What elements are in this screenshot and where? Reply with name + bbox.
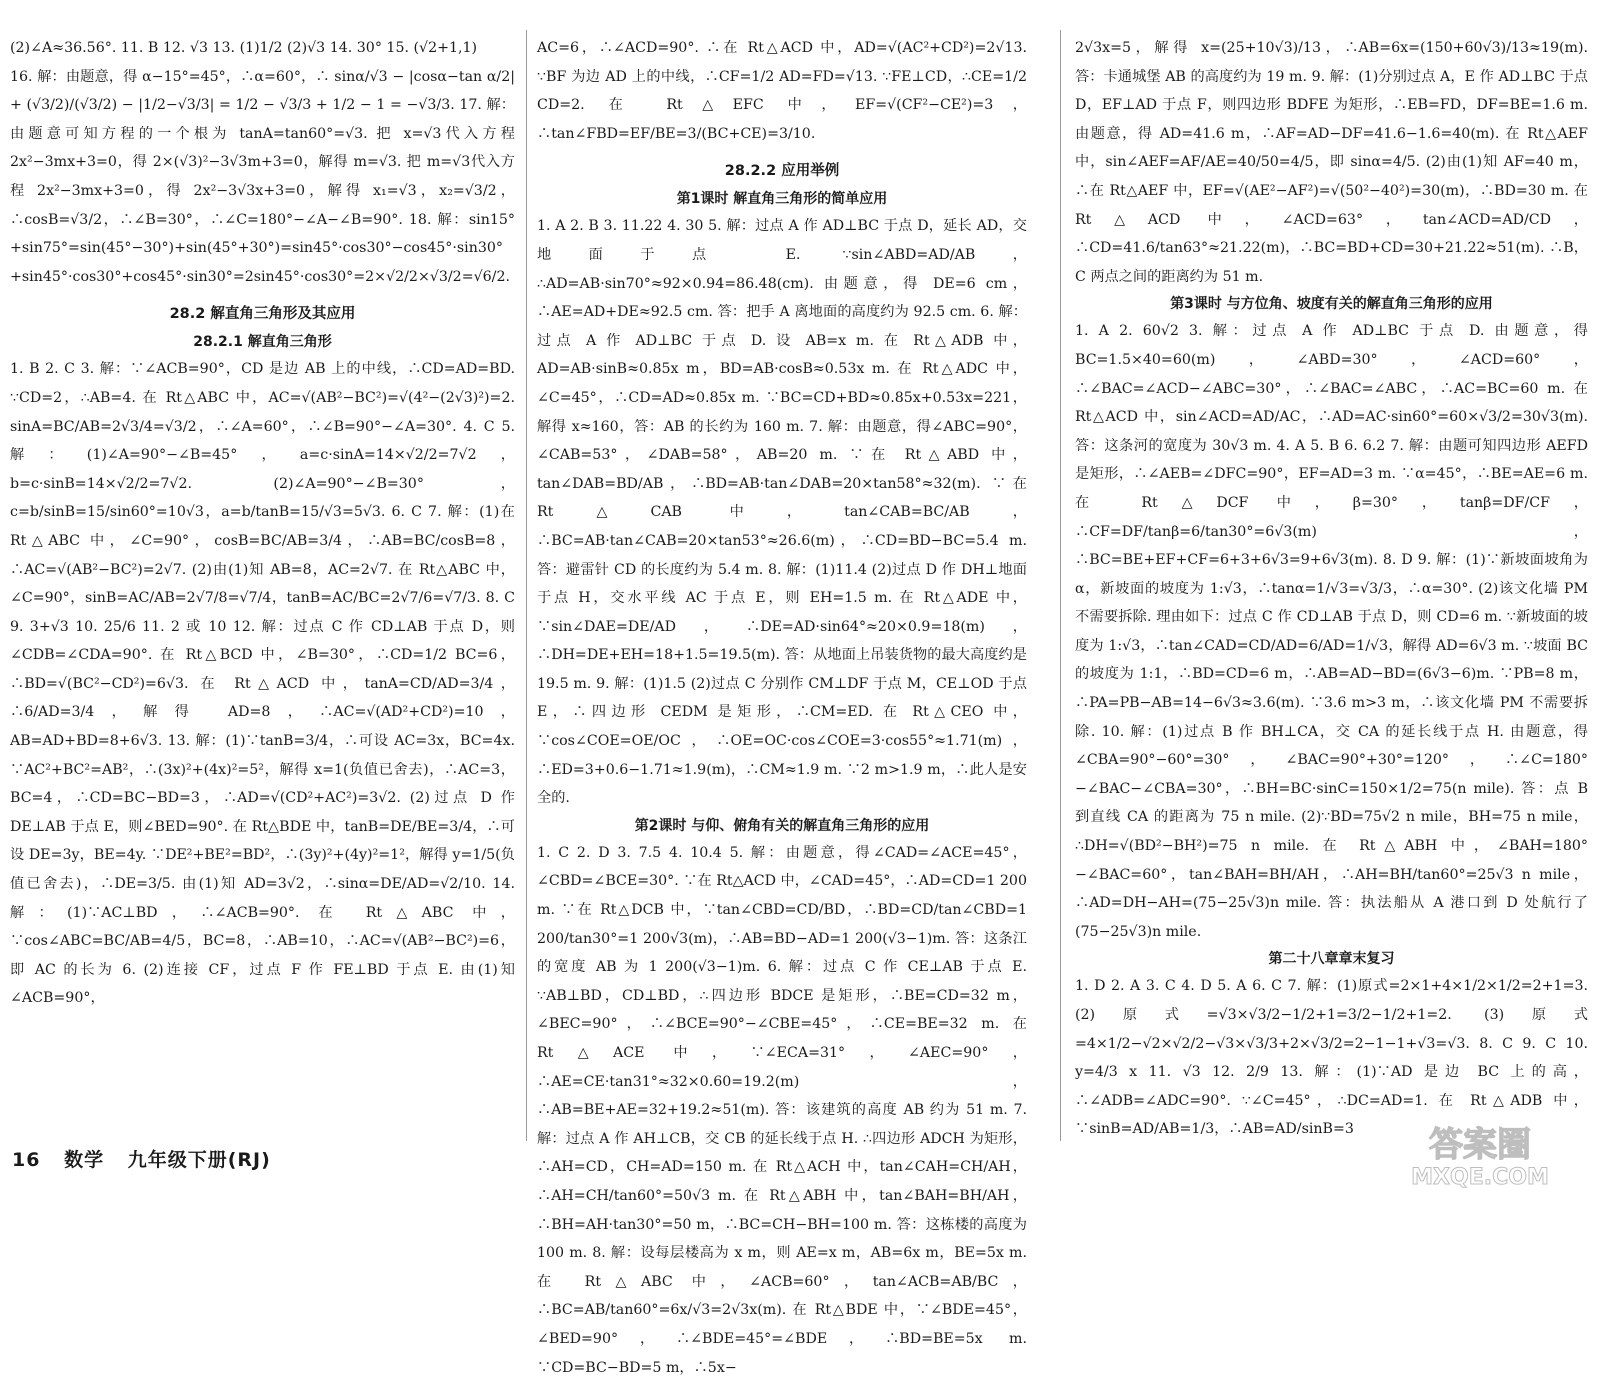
- answer-paragraph: 2√3x=5，解得 x=(25+10√3)/13，∴AB=6x=(150+60√3)/13≈19(m). 答：卡通城堡 AB 的高度约为 19 m. 9. 解：(1)分别过点 A，E 作 AD⊥BC 于点 D，EF⊥AD 于点 F，则四边形 BDFE 为矩形，∴EB=FD，DF=BE=1.6 m. 由题意，得 AD=41.6 m，∴AF=AD−DF=41.6−1.6=40(m). 在 Rt△AEF 中，sin∠AEF=AF/AE=40/50=4/5，即 sinα=4/5. (2)由(1)知 AF=40 m，∴在 Rt△AEF 中，EF=√(AE²−AF²)=√(50²−40²)=30(m)，∴BD=30 m. 在 Rt△ACD 中，∠ACD=63°，tan∠ACD=AD/CD，∴CD=41.6/tan63°≈21.22(m)，∴BC=BD+CD=30+21.22≈51(m). ∴B，C 两点之间的距离约为 51 m.: [1075, 40, 1588, 285]
- section-title: 28.2 解直角三角形及其应用: [169, 306, 356, 323]
- lesson-title: 第2课时 与仰、俯角有关的解直角三角形的应用: [634, 817, 930, 834]
- watermark-text-cn: 答案圈: [1429, 1125, 1531, 1165]
- answer-paragraph: 1. A 2. B 3. 11.22 4. 30 5. 解：过点 A 作 AD⊥BC 于点 D，延长 AD，交地面于点 E. ∵sin∠ABD=AD/AB，∴AD=AB·sin70°≈92×0.94=86.48(cm). 由题意，得 DE=6 cm，∴AE=AD+DE≈92.5 cm. 答：把手 A 离地面的高度约为 92.5 cm. 6. 解：过点 A 作 AD⊥BC 于点 D. 设 AB=x m. 在 Rt△ADB 中，AD=AB·sinB≈0.85x m，BD=AB·cosB≈0.53x m. 在 Rt△ADC 中，∠C=45°，∴CD=AD≈0.85x m. ∵BC=CD+BD≈0.85x+0.53x=221，解得 x≈160，答：AB 的长约为 160 m. 7. 解：由题意，得∠ABC=90°，∠CAB=53°，∠DAB=58°，AB=20 m. ∵在 Rt△ABD 中，tan∠DAB=BD/AB，∴BD=AB·tan∠DAB=20×tan58°≈32(m). ∵在 Rt△CAB 中，tan∠CAB=BC/AB，∴BC=AB·tan∠CAB=20×tan53°≈26.6(m)，∴CD=BD−BC=5.4 m. 答：避雷针 CD 的长度约为 5.4 m. 8. 解：(1)11.4 (2)过点 D 作 DH⊥地面于点 H，交水平线 AC 于点 E，则 EH=1.5 m. 在 Rt△ADE 中，∵sin∠DAE=DE/AD，∴DE=AD·sin64°≈20×0.9=18(m)，∴DH=DE+EH=18+1.5=19.5(m). 答：从地面上吊装货物的最大高度约是 19.5 m. 9. 解：(1)1.5 (2)过点 C 分别作 CM⊥DF 于点 M，CE⊥OD 于点 E，∴四边形 CEDM 是矩形，∴CM=ED. 在 Rt△CEO 中，∵cos∠COE=OE/OC，∴OE=OC·cos∠COE=3·cos55°≈1.71(m)，∴ED=3+0.6−1.71≈1.9(m)，∴CM≈1.9 m. ∵2 m>1.9 m，∴此人是安全的.: [537, 218, 1027, 807]
- lesson-title: 第1课时 解直角三角形的简单应用: [676, 191, 888, 208]
- section-title: 28.2.2 应用举例: [724, 163, 840, 180]
- answer-paragraph: 1. A 2. 60√2 3. 解：过点 A 作 AD⊥BC 于点 D. 由题意，得 BC=1.5×40=60(m)，∠ABD=30°，∠ACD=60°，∴∠BAC=∠ACD−∠ABC=30°，∴∠BAC=∠ABC，∴AC=BC=60 m. 在 Rt△ACD 中，sin∠ACD=AD/AC，∴AD=AC·sin60°=60×√3/2=30√3(m). 答：这条河的宽度为 30√3 m. 4. A 5. B 6. 6.2 7. 解：由题可知四边形 AEFD 是矩形，∴∠AEB=∠DFC=90°，EF=AD=3 m. ∵α=45°，∴BE=AE=6 m. 在 Rt△DCF 中，β=30°，tanβ=DF/CF，∴CF=DF/tanβ=6/tan30°=6√3(m)，∴BC=BE+EF+CF=6+3+6√3=9+6√3(m). 8. D 9. 解：(1)∵新坡面坡角为 α，新坡面的坡度为 1:√3，∴tanα=1/√3=√3/3，∴α=30°. (2)该文化墙 PM 不需要拆除. 理由如下：过点 C 作 CD⊥AB 于点 D，则 CD=6 m. ∵新坡面的坡度为 1:√3，∴tan∠CAD=CD/AD=6/AD=1/√3，解得 AD=6√3 m. ∵坡面 BC 的坡度为 1:1，∴BD=CD=6 m，∴AB=AD−BD=(6√3−6)m. ∵PB=8 m，∴PA=PB−AB=14−6√3≈3.6(m). ∵3.6 m>3 m，∴该文化墙 PM 不需要拆除. 10. 解：(1)过点 B 作 BH⊥CA，交 CA 的延长线于点 H. 由题意，得∠CBA=90°−60°=30°，∠BAC=90°+30°=120°，∴∠C=180°−∠BAC−∠CBA=30°，∴BH=BC·sinC=150×1/2=75(n mile). 答：点 B 到直线 CA 的距离为 75 n mile. (2)∵BD=75√2 n mile，BH=75 n mile，∴DH=√(BD²−BH²)=75 n mile. 在 Rt△ABH 中，∠BAH=180°−∠BAC=60°，tan∠BAH=BH/AH，∴AH=BH/tan60°=25√3 n mile，∴AD=DH−AH=(75−25√3)n mile. 答：执法船从 A 港口到 D 处航行了(75−25√3)n mile.: [1075, 323, 1588, 940]
- answer-paragraph: AC=6，∴∠ACD=90°. ∴在 Rt△ACD 中，AD=√(AC²+CD²)=2√13. ∵BF 为边 AD 上的中线，∴CF=1/2 AD=FD=√13. ∵FE⊥CD，∴CE=1/2 CD=2. 在 Rt△EFC 中，EF=√(CF²−CE²)=3，∴tan∠FBD=EF/BE=3/(BC+CE)=3/10.: [537, 40, 1027, 142]
- watermark-text-en: MXQE.COM: [1411, 1165, 1549, 1190]
- answer-paragraph: 1. B 2. C 3. 解：∵∠ACB=90°，CD 是边 AB 上的中线，∴CD=AD=BD. ∵CD=2，∴AB=4. 在 Rt△ABC 中，AC=√(AB²−BC²)=√(4²−(2√3)²)=2. sinA=BC/AB=2√3/4=√3/2，∴∠A=60°，∴∠B=90°−∠A=30°. 4. C 5. 解：(1)∠A=90°−∠B=45°，a=c·sinA=14×√2/2=7√2，b=c·sinB=14×√2/2=7√2. (2)∠A=90°−∠B=30°，c=b/sinB=15/sin60°=10√3，a=b/tanB=15/√3=5√3. 6. C 7. 解：(1)在 Rt△ABC 中，∠C=90°，cosB=BC/AB=3/4，∴AB=BC/cosB=8，∴AC=√(AB²−BC²)=2√7. (2)由(1)知 AB=8，AC=2√7. 在 Rt△ABC 中，∠C=90°，sinB=AC/AB=2√7/8=√7/4，tanB=AC/BC=2√7/6=√7/3. 8. C 9. 3+√3 10. 25/6 11. 2 或 10 12. 解：过点 C 作 CD⊥AB 于点 D，则∠CDB=∠CDA=90°. 在 Rt△BCD 中，∠B=30°，∴CD=1/2 BC=6，∴BD=√(BC²−CD²)=6√3. 在 Rt△ACD 中，tanA=CD/AD=3/4，∴6/AD=3/4，解得 AD=8，∴AC=√(AD²+CD²)=10，AB=AD+BD=8+6√3. 13. 解：(1)∵tanB=3/4，∴可设 AC=3x，BC=4x. ∵AC²+BC²=AB²，∴(3x)²+(4x)²=5²，解得 x=1(负值已舍去)，∴AC=3，BC=4，∴CD=BC−BD=3，∴AD=√(CD²+AC²)=3√2. (2)过点 D 作 DE⊥AB 于点 E，则∠BED=90°. 在 Rt△BDE 中，tanB=DE/BE=3/4，∴可设 DE=3y，BE=4y. ∵DE²+BE²=BD²，∴(3y)²+(4y)²=1²，解得 y=1/5(负值已舍去)，∴DE=3/5. 由(1)知 AD=3√2，∴sinα=DE/AD=√2/10. 14. 解：(1)∵AC⊥BD，∴∠ACB=90°. 在 Rt△ABC 中，∵cos∠ABC=BC/AB=4/5，BC=8，∴AB=10，∴AC=√(AB²−BC²)=6，即 AC 的长为 6. (2)连接 CF，过点 F 作 FE⊥BD 于点 E. 由(1)知∠ACB=90°，: [10, 361, 515, 1007]
- watermark-logo: [1380, 1120, 1580, 1190]
- grade-label: 九年级下册(RJ): [127, 1149, 271, 1171]
- review-title: 第二十八章章末复习: [1268, 951, 1395, 968]
- page-number: 16: [12, 1149, 41, 1171]
- lesson-title: 第3课时 与方位角、坡度有关的解直角三角形的应用: [1170, 296, 1493, 313]
- column-divider: [526, 30, 527, 1141]
- answer-column-1: [10, 34, 515, 1111]
- answer-column-3: [1075, 34, 1588, 1138]
- answer-paragraph: 16. 解：由题意，得 α−15°=45°，∴α=60°，∴ sinα/√3 − |cosα−tan α/2| + (√3/2)/(√3/2) − |1/2−√3/3| = 1/2 − √3/3 + 1/2 − 1 = −√3/3. 17. 解：由题意可知方程的一个根为 tanA=tan60°=√3. 把 x=√3代入方程 2x²−3mx+3=0，得 2×(√3)²−3√3m+3=0，解得 m=√3. 把 m=√3代入方程 2x²−3mx+3=0，得 2x²−3√3x+3=0，解得 x₁=√3，x₂=√3/2，∴cosB=√3/2，∴∠B=30°，∴∠C=180°−∠A−∠B=90°. 18. 解：sin15°+sin75°=sin(45°−30°)+sin(45°+30°)=sin45°·cos30°−cos45°·sin30°+sin45°·cos30°+cos45°·sin30°=2sin45°·cos30°=2×√2/2×√3/2=√6/2.: [10, 68, 515, 285]
- answer-column-2: [537, 34, 1027, 1376]
- answer-paragraph: 1. D 2. A 3. C 4. D 5. A 6. C 7. 解：(1)原式=2×1+4×1/2×1/2=2+1=3. (2)原式=√3×√3/2−1/2+1=3/2−1/2+1=2. (3)原式=4×1/2−√2×√2/2−√3×√3/3+2×√3/2=2−1−1+√3=√3. 8. C 9. C 10. y=4/3 x 11. √3 12. 2/9 13. 解：(1)∵AD 是边 BC 上的高，∴∠ADB=∠ADC=90°. ∵∠C=45°，∴DC=AD=1. 在 Rt△ADB 中，∵sinB=AD/AB=1/3，∴AB=AD/sinB=3: [1075, 978, 1588, 1138]
- answer-paragraph: 1. C 2. D 3. 7.5 4. 10.4 5. 解：由题意，得∠CAD=∠ACE=45°，∠CBD=∠BCE=30°. ∵在 Rt△ACD 中，∠CAD=45°，∴AD=CD=1 200 m. ∵在 Rt△DCB 中，∵tan∠CBD=CD/BD，∴BD=CD/tan∠CBD=1 200/tan30°=1 200√3(m)，∴AB=BD−AD=1 200(√3−1)m. 答：这条江的宽度 AB 为 1 200(√3−1)m. 6. 解：过点 C 作 CE⊥AB 于点 E. ∵AB⊥BD，CD⊥BD，∴四边形 BDCE 是矩形，∴BE=CD=32 m，∠BEC=90°，∴∠BCE=90°−∠CBE=45°，∴CE=BE=32 m. 在 Rt△ACE 中，∵∠ECA=31°，∠AEC=90°，∴AE=CE·tan31°≈32×0.60=19.2(m)，∴AB=BE+AE=32+19.2≈51(m). 答：该建筑的高度 AB 约为 51 m. 7. 解：过点 A 作 AH⊥CB，交 CB 的延长线于点 H. ∴四边形 ADCH 为矩形，∴AH=CD，CH=AD=150 m. 在 Rt△ACH 中，tan∠CAH=CH/AH，∴AH=CH/tan60°=50√3 m. 在 Rt△ABH 中，tan∠BAH=BH/AH，∴BH=AH·tan30°=50 m，∴BC=CH−BH=100 m. 答：这栋楼的高度为 100 m. 8. 解：设每层楼高为 x m，则 AE=x m，AB=6x m，BE=5x m. 在 Rt△ABC 中，∠ACB=60°，tan∠ACB=AB/BC，∴BC=AB/tan60°=6x/√3=2√3x(m). 在 Rt△BDE 中，∵∠BDE=45°，∠BED=90°，∴∠BDE=45°=∠BDE，∴BD=BE=5x m. ∵CD=BC−BD=5 m，∴5x−: [537, 844, 1027, 1376]
- column-divider: [1060, 30, 1061, 1141]
- page-footer: [12, 1145, 287, 1172]
- subsection-title: 28.2.1 解直角三角形: [193, 334, 332, 351]
- subject-label: 数学: [64, 1149, 105, 1171]
- answer-paragraph: (2)∠A≈36.56°. 11. B 12. √3 13. (1)1/2 (2)√3 14. 30° 15. (√2+1,1): [10, 40, 478, 56]
